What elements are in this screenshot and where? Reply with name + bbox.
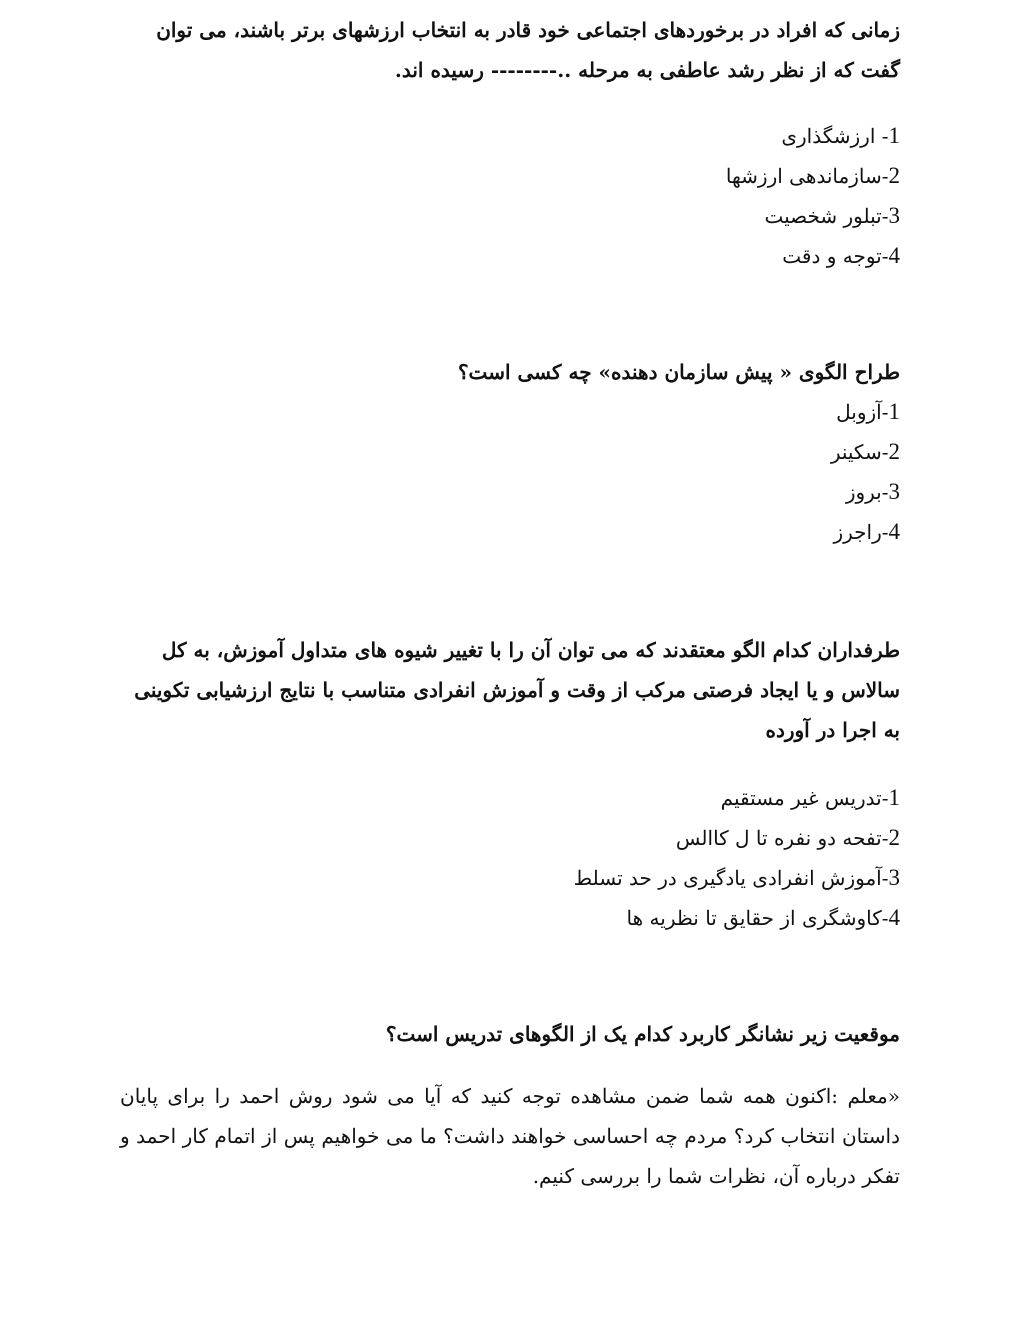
option-number: 2 — [888, 439, 900, 464]
option-text: - ارزشگذاری — [781, 124, 889, 148]
option — [120, 818, 900, 858]
option-text: -توجه و دقت — [782, 244, 889, 268]
option — [120, 156, 900, 196]
option — [120, 392, 900, 432]
option — [120, 196, 900, 236]
option-number: 4 — [888, 905, 900, 930]
option-text: -آموزش انفرادی یادگیری در حد تسلط — [573, 866, 889, 890]
option-number: 4 — [888, 243, 900, 268]
option — [120, 116, 900, 156]
question-1 — [120, 10, 900, 276]
question-3-options — [120, 778, 900, 938]
option-text: -تبلور شخصیت — [764, 204, 889, 228]
option-text: -تفحه دو نفره تا ل کاالس — [675, 826, 889, 850]
option-number: 1 — [888, 123, 900, 148]
option-number: 1 — [888, 785, 900, 810]
question-2-options — [120, 392, 900, 552]
question-2-prompt: طراح الگوی « پیش سازمان دهنده» چه کسی است؟ — [457, 360, 900, 384]
question-2 — [120, 352, 900, 552]
question-1-options — [120, 116, 900, 276]
option — [120, 236, 900, 276]
question-1-prompt: زمانی که افراد در برخوردهای اجتماعی خود قادر به انتخاب ارزشهای برتر باشند، می توان گفت که از نظر رشد عاطفی به مرحله ..-------- رسیده اند. — [156, 18, 900, 82]
option-number: 2 — [888, 163, 900, 188]
option-text: -آزوبل — [836, 400, 889, 424]
option-number: 3 — [888, 203, 900, 228]
option-number: 4 — [888, 519, 900, 544]
option-number: 3 — [888, 865, 900, 890]
option — [120, 778, 900, 818]
option — [120, 432, 900, 472]
question-4-prompt: موقعیت زیر نشانگر کاربرد کدام یک از الگوهای تدریس است؟ — [385, 1022, 900, 1046]
option-number: 3 — [888, 479, 900, 504]
question-3 — [120, 630, 900, 938]
option-text: -بروز — [845, 480, 889, 504]
option-text: -سازماندهی ارزشها — [725, 164, 889, 188]
option — [120, 858, 900, 898]
option — [120, 472, 900, 512]
option-number: 1 — [888, 399, 900, 424]
question-4-passage: «معلم :اکنون همه شما ضمن مشاهده توجه کنید که آیا می شود روش احمد را برای پایان داستان انتخاب کرد؟ مردم چه احساسی خواهند داشت؟ ما می خواهیم پس از اتمام کار احمد و تفکر درباره آن، نظرات شما را بررسی کنیم. — [120, 1084, 900, 1188]
option-text: -راجرز — [833, 520, 889, 544]
option — [120, 512, 900, 552]
option-number: 2 — [888, 825, 900, 850]
option-text: -سکینر — [830, 440, 889, 464]
option-text: -تدریس غیر مستقیم — [720, 786, 889, 810]
option — [120, 898, 900, 938]
question-4 — [120, 1014, 900, 1196]
question-3-prompt: طرفداران کدام الگو معتقدند که می توان آن را با تغییر شیوه های متداول آموزش، به کل سالاس و یا ایجاد فرصتی مرکب از وقت و آموزش انفرادی متناسب با نتایج ارزشیابی تکوینی به اجرا در آورده — [134, 638, 900, 742]
option-text: -کاوشگری از حقایق تا نظریه ها — [626, 906, 889, 930]
